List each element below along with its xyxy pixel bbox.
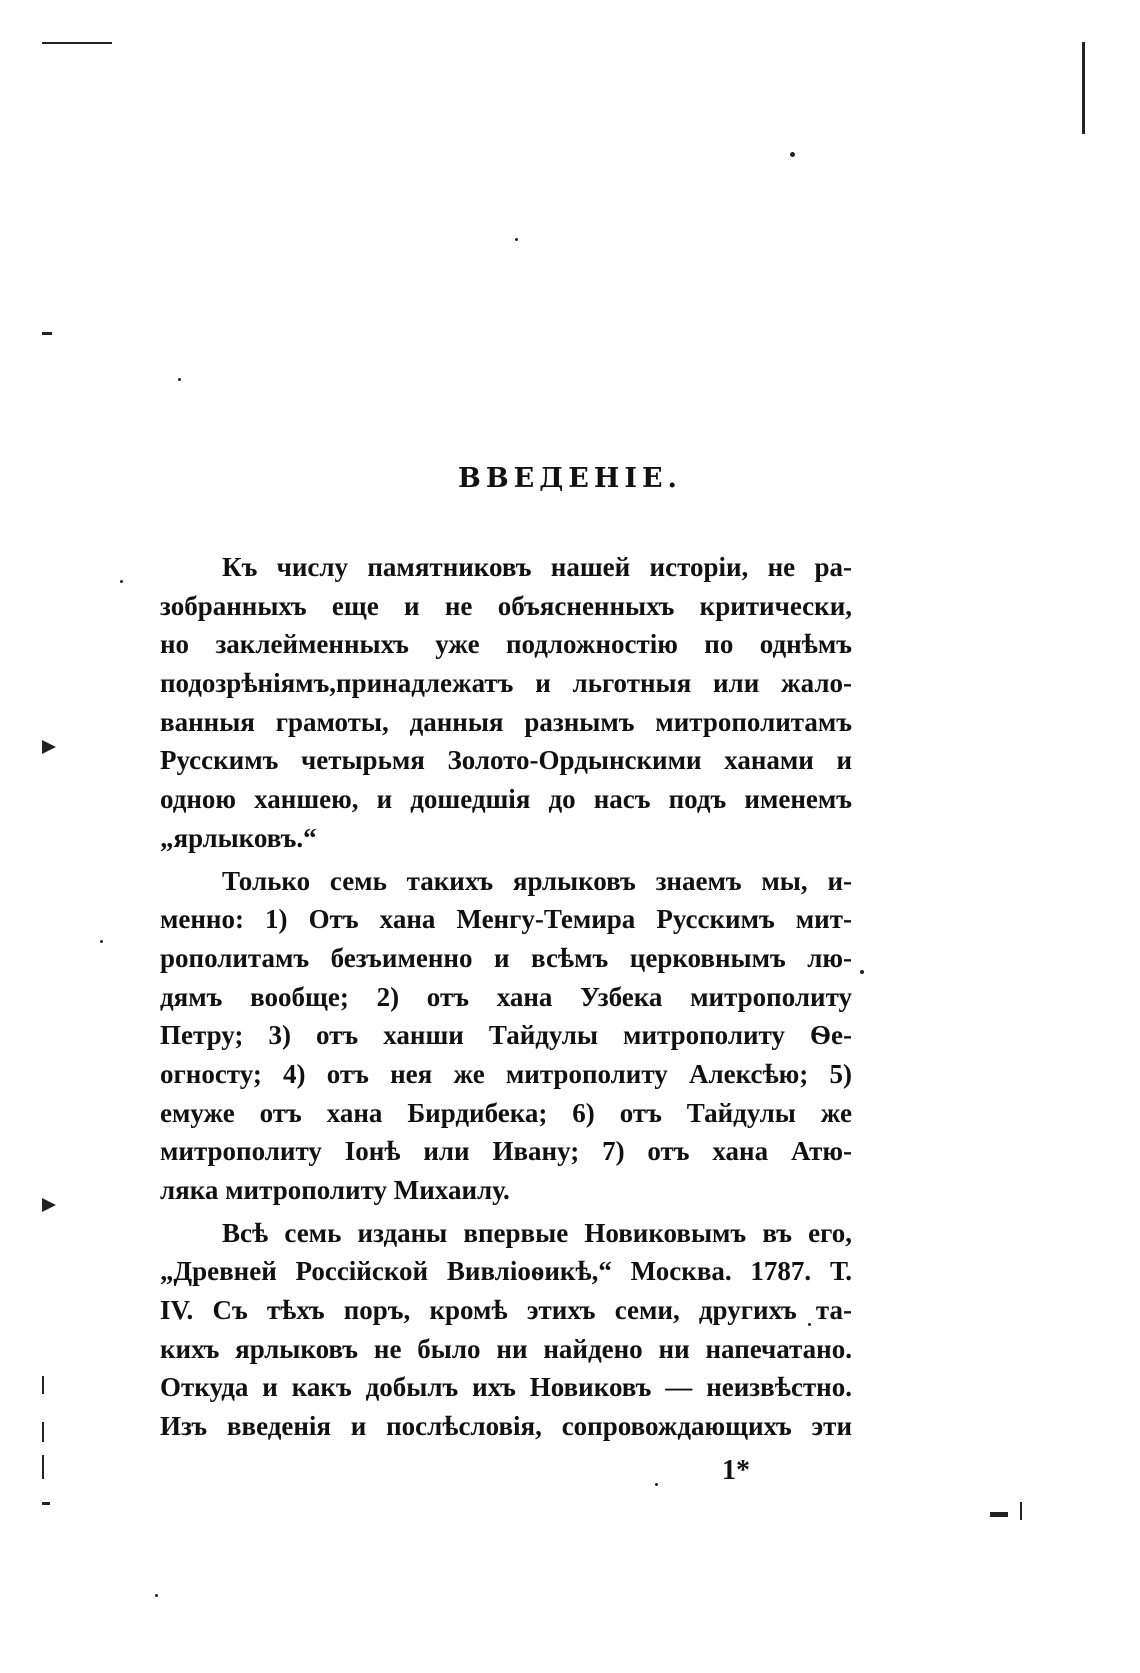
scan-speck (860, 970, 864, 974)
scan-tick (42, 1455, 44, 1479)
scan-tick (42, 1502, 50, 1505)
text-line: „Древней Россійской Вивліоѳикѣ,“ Москва. 1787. Т. (160, 1256, 852, 1287)
text-line: ванныя грамоты, данныя разнымъ митрополитамъ (160, 706, 852, 737)
scan-speck (178, 378, 181, 381)
scan-speck (155, 1594, 158, 1597)
scan-tick (42, 1376, 44, 1394)
scan-edge-line (1082, 42, 1085, 134)
text-line: рополитамъ безъименно и всѣмъ церковнымъ лю- (160, 942, 852, 973)
text-line: „ярлыковъ.“ (160, 822, 317, 853)
paragraph-3 (160, 1214, 852, 1446)
scan-speck (120, 580, 123, 583)
scan-arrow-mark (42, 740, 56, 754)
scan-speck (100, 940, 103, 943)
text-line: Только семь такихъ ярлыковъ знаемъ мы, и- (222, 865, 852, 896)
text-line: IV. Съ тѣхъ поръ, кромѣ этихъ семи, другихъ та- (160, 1295, 852, 1326)
text-line: Петру; 3) отъ ханши Тайдулы митрополиту Ѳе- (160, 1020, 852, 1051)
page-heading: ВВЕДЕНІЕ. (458, 463, 682, 494)
scan-tick (42, 332, 52, 335)
text-line: Всѣ семь изданы впервые Новиковымъ въ его, (222, 1217, 852, 1248)
scan-arrow-mark (42, 1198, 56, 1212)
text-line: дямъ вообще; 2) отъ хана Узбека митрополиту (160, 981, 852, 1012)
scan-tick (42, 1422, 44, 1442)
scan-rule-mark (42, 42, 112, 44)
text-line: огносту; 4) отъ нея же митрополиту Алексѣю; 5) (160, 1058, 852, 1089)
text-line: Къ числу памятниковъ нашей исторіи, не ра- (222, 552, 852, 582)
body-text (160, 548, 852, 1446)
text-line: одною ханшею, и дошедшія до насъ подъ именемъ (160, 784, 852, 815)
text-line: кихъ ярлыковъ не было ни найдено ни напечатано. (160, 1333, 852, 1364)
text-line: митрополиту Іонѣ или Ивану; 7) отъ хана Атю- (160, 1136, 852, 1167)
text-line: Изъ введенія и послѣсловія, сопровождающихъ эти (160, 1411, 852, 1442)
printer-signature-mark: 1* (722, 1455, 750, 1486)
paragraph-1 (160, 548, 852, 858)
scan-tick (1020, 1502, 1022, 1520)
text-line: Русскимъ четырьмя Золото-Ордынскими ханами и (160, 745, 852, 776)
scan-speck (655, 1483, 658, 1486)
text-line: ляка митрополиту Михаилу. (160, 1175, 510, 1205)
text-line: зобранныхъ еще и не объясненныхъ критически, (160, 590, 852, 621)
text-line: но заклейменныхъ уже подложностію по однѣмъ (160, 629, 852, 660)
scan-tick (990, 1512, 1008, 1517)
text-line: Откуда и какъ добылъ ихъ Новиковъ — неизвѣстно. (160, 1372, 852, 1403)
text-line: менно: 1) Отъ хана Менгу-Темира Русскимъ мит- (160, 904, 852, 935)
paragraph-2 (160, 862, 852, 1210)
text-line: подозрѣніямъ,принадлежатъ и льготныя или жало- (160, 668, 852, 699)
scan-speck (790, 152, 795, 157)
text-line: емуже отъ хана Бирдибека; 6) отъ Тайдулы же (160, 1097, 852, 1128)
scan-speck (515, 238, 518, 241)
